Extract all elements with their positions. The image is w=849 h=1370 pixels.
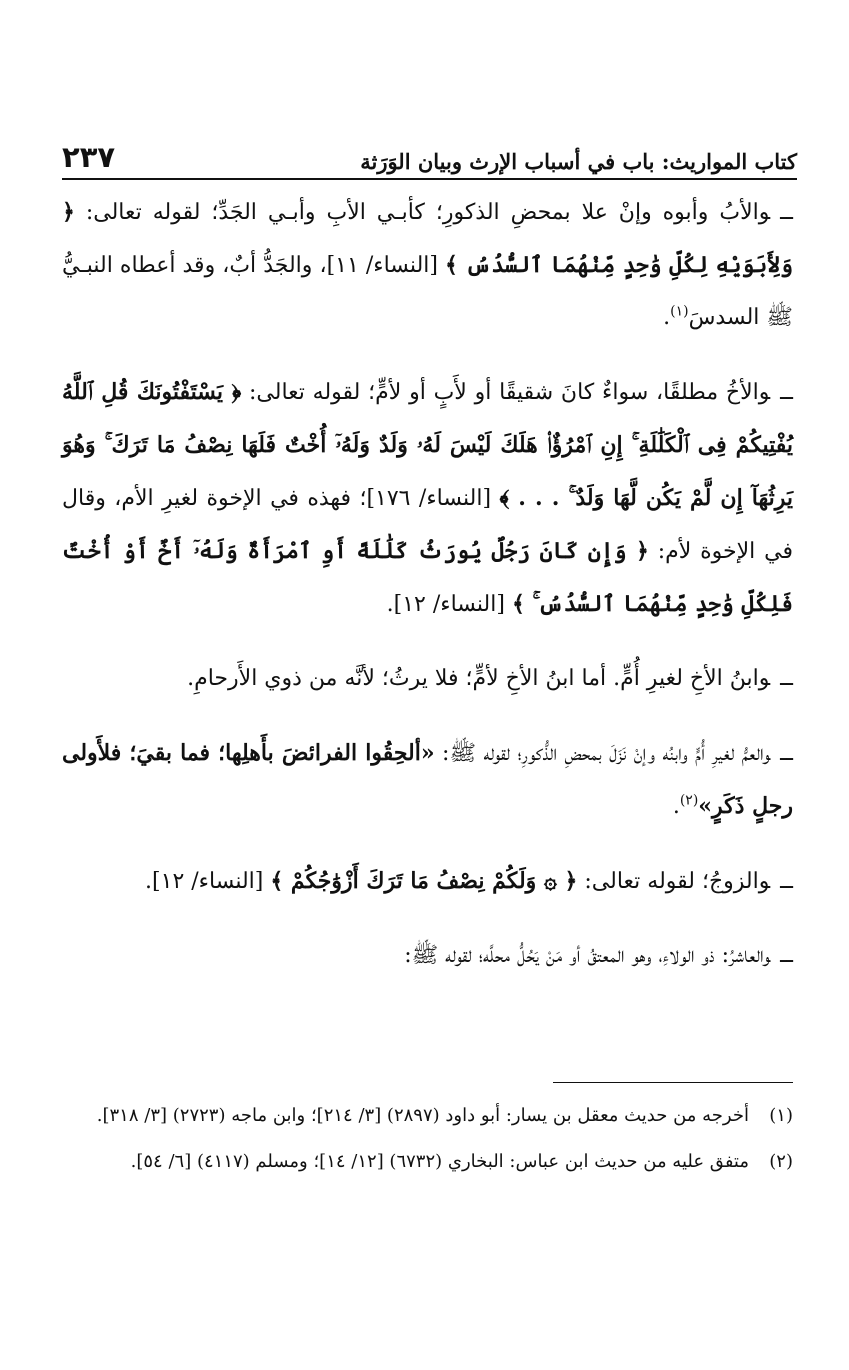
list-dash: ــ [780,943,793,968]
paragraph-text: [النساء/ ١٧٦]؛ فهذه في الإخوة لغيرِ الأم، وقال في الإخوة لأم: [62,486,793,564]
paragraph-text: والعاشرُ: ذو الولاءِ، وهو المعتقُ أو مَنْ يَحُلُّ محلَّه؛ لقوله ﷺ: [404,943,771,968]
paragraph-uncle [62,727,793,833]
footnote-divider [553,1082,793,1083]
list-dash: ــ [780,666,793,691]
quran-verse: ﴿ ۞ وَلَكُمْ نِصْفُ مَا تَرَكَ أَزْوَٰجُكُمْ ﴾ [270,868,578,894]
list-dash: ــ [780,741,793,766]
footnote-ref: (١) [670,303,689,320]
footnote-text: متفق عليه من حديث ابن عباس: البخاري (٦٧٣٢) [١٢/ ١٤]؛ ومسلم (٤١١٧) [٦/ ٥٤]. [130,1151,749,1172]
paragraph-text: والعمُّ لغيرِ أُمٍّ وابنُه وإنْ نَزَلَ بمحضِ الذُّكورِ؛ لقوله ﷺ: [434,741,771,766]
paragraph-text: [النساء/ ١٢]. [145,869,271,894]
paragraph-text: والأخُ مطلقًا، سواءٌ كانَ شقيقًا أو لأَبٍ أو لأمٍّ؛ لقوله تعالى: [241,380,771,405]
footnote-number: (٢) [769,1151,793,1172]
quran-verse: ﴿ وَإِن كَانَ رَجُلٌ يُورَثُ كَلَٰلَةً أَوِ ٱمْرَأَةٌ وَلَهُۥٓ أَخٌ أَوْ أُخْتٌ فَلِكُلِّ وَٰحِدٍ مِّنْهُمَا ٱلسُّدُسُ ۚ ﴾ [62,538,793,617]
footnote-item [62,1096,793,1136]
footnote-ref: (٢) [679,792,699,809]
footnote-text: أخرجه من حديث معقل بن يسار: أبو داود (٢٨٩٧) [٣/ ٢١٤]؛ وابن ماجه (٢٧٢٣) [٣/ ٣١٨]. [96,1105,749,1126]
paragraph-text: . [663,305,671,330]
page-header [62,126,797,180]
paragraph-text: وابنُ الأخِ لغيرِ أُمٍّ. أما ابنُ الأخِ لأمٍّ؛ فلا يرثُ؛ لأنَّه من ذوي الأَرحامِ. [187,666,771,691]
paragraph-text: . [672,794,680,819]
quran-verse: ﴿ وَلِأَبَوَيْهِ لِكُلِّ وَٰحِدٍ مِّنْهُمَا ٱلسُّدُسُ ﴾ [62,199,794,278]
footnote-item [62,1142,793,1182]
paragraph-text: [النساء/ ١١]، والجَدُّ أبٌ، وقد أعطاه النبـيُّ ﷺ السدسَ [62,253,793,330]
paragraph-father [62,186,793,344]
list-dash: ــ [780,380,793,405]
quran-verse: ﴿ يَسْتَفْتُونَكَ قُلِ ٱللَّهُ يُفْتِيكُمْ فِى ٱلْكَلَٰلَةِ ۚ إِنِ ٱمْرُؤٌا۟ هَلَكَ لَيْسَ لَهُۥ وَلَدٌ وَلَهُۥٓ أُخْتٌ فَلَهَا نِصْفُ مَا تَرَكَ ۚ وَهُوَ يَرِثُهَآ إِن لَّمْ يَكُن لَّهَا وَلَدٌ ۚ . . . ﴾ [62,379,793,511]
footnotes [62,1096,793,1188]
paragraph-text: والزوجُ؛ لقوله تعالى: [577,869,771,894]
paragraph-text: [النساء/ ١٢]. [386,592,512,617]
footnote-number: (١) [769,1105,793,1126]
paragraph-brother [62,366,793,631]
hadith-quote: «ألحِقُوا الفرائضَ بأَهلِها؛ فما بقيَ؛ فلأَولى رجلٍ ذَكَرٍ» [62,740,793,819]
main-text [62,186,793,1004]
paragraph-tenth [62,930,793,982]
running-title: كتاب المواريث: باب في أسباب الإرث وبيان الوَرَثة [360,149,797,174]
paragraph-husband [62,855,793,908]
list-dash: ــ [780,869,793,894]
paragraph-text: والأبُ وأبوه وإنْ علا بمحضِ الذكورِ؛ كأبـي الأبِ وأبـي الجَدِّ؛ لقوله تعالى: [74,200,771,225]
list-dash: ــ [780,200,793,225]
paragraph-nephew [62,653,793,705]
page-number: ٢٣٧ [62,140,116,174]
